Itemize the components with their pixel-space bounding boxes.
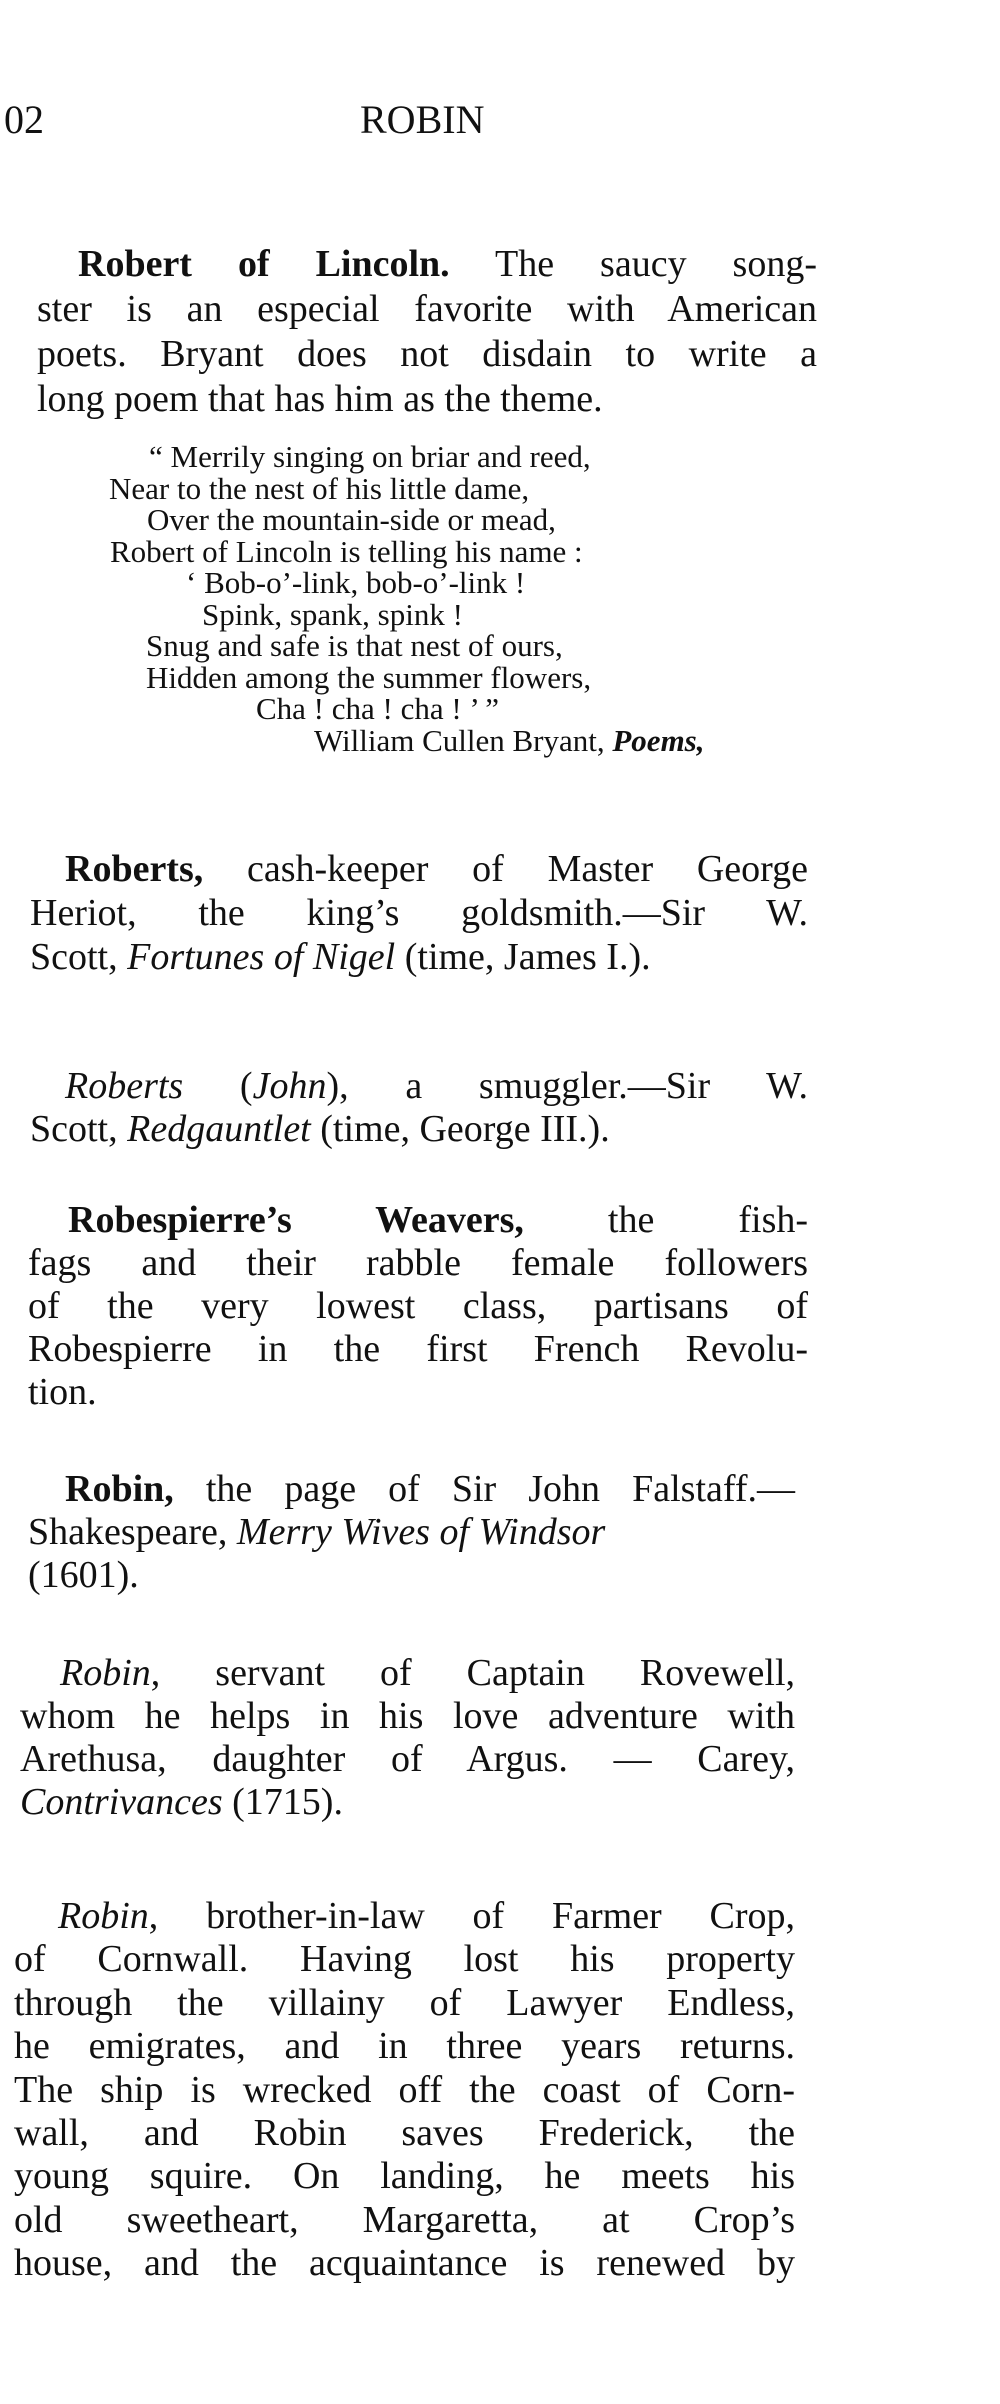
attribution-work: Poems,: [612, 722, 705, 758]
text-segment: Heriot, the king’s goldsmith.—Sir W.: [30, 892, 808, 934]
entry-text-line: [14, 2024, 795, 2068]
italic-text: Robin: [58, 1895, 149, 1937]
entry-headword-line: [68, 1198, 808, 1242]
text-segment: house, and the acquaintance is renewed by: [14, 2242, 795, 2285]
poem-line: Robert of Lincoln is telling his name :: [110, 533, 583, 569]
attribution-author: William Cullen Bryant,: [314, 722, 613, 758]
italic-text: Redgauntlet: [127, 1108, 311, 1150]
text-segment: The ship is wrecked off the coast of Corn-: [14, 2068, 795, 2111]
text-segment: the page of Sir John Falstaff.—: [173, 1468, 795, 1510]
entry-text-line: [28, 1241, 808, 1285]
text-segment: Arethusa, daughter of Argus. — Carey,: [20, 1738, 795, 1780]
italic-text: Roberts: [65, 1065, 184, 1107]
poem-line: Near to the nest of his little dame,: [109, 470, 530, 506]
entry-text-line: [14, 2111, 795, 2155]
italic-text: Robin: [60, 1652, 151, 1694]
entry-headword-line: [65, 847, 808, 891]
entry-text-line: [14, 2198, 795, 2242]
entry-headword-line: [58, 1894, 795, 1938]
italic-text: John: [252, 1065, 327, 1107]
text-segment: (1601).: [28, 1554, 139, 1596]
entry-text-line: [14, 2068, 795, 2112]
text-segment: (time, George III.).: [310, 1108, 610, 1150]
text-segment: cash-keeper of Master George: [203, 848, 808, 890]
headword: Roberts,: [65, 848, 204, 890]
entry-text-line: [30, 935, 651, 979]
poem-line: ‘ Bob-o’-link, bob-o’-link !: [186, 565, 526, 600]
entry-text-line: [14, 1937, 795, 1981]
text-segment: , brother-in-law of Farmer Crop,: [148, 1895, 795, 1937]
text-segment: (: [183, 1065, 253, 1107]
text-segment: wall, and Robin saves Frederick, the: [14, 2112, 795, 2154]
entry-text-line: [14, 1981, 795, 2025]
text-segment: Scott,: [30, 936, 128, 978]
page-number: 02: [4, 97, 44, 142]
text-segment: The saucy song-: [449, 243, 817, 285]
headword: Robin,: [65, 1468, 174, 1510]
entry-headword-line: [65, 1467, 795, 1511]
entry-text-line: [30, 891, 808, 935]
entry-text-line: [28, 1284, 808, 1328]
text-segment: the fish-: [523, 1199, 809, 1241]
poem-line: Hidden among the summer flowers,: [146, 659, 592, 695]
text-segment: through the villainy of Lawyer Endless,: [14, 1981, 795, 2024]
entry-headword-line: [78, 242, 817, 286]
poem-line: Over the mountain-side or mead,: [147, 502, 556, 537]
text-segment: (time, James I.).: [395, 936, 651, 978]
poem-line: Cha ! cha ! cha ! ’ ”: [256, 691, 499, 726]
italic-text: Contrivances: [20, 1781, 223, 1823]
entry-text-line: [20, 1780, 343, 1824]
entry-text-line: [20, 1694, 795, 1738]
italic-text: Merry Wives of Windsor: [236, 1511, 606, 1553]
text-segment: long poem that has him as the theme.: [37, 378, 603, 420]
entry-headword-line: [60, 1651, 795, 1695]
italic-text: Fortunes of Nigel: [127, 936, 396, 978]
entry-text-line: [28, 1510, 605, 1554]
poem-line: Snug and safe is that nest of ours,: [146, 628, 563, 663]
text-segment: fags and their rabble female followers: [28, 1242, 808, 1284]
entry-text-line: [28, 1327, 808, 1371]
headword: Robert of Lincoln.: [78, 243, 450, 285]
text-segment: he emigrates, and in three years returns.: [14, 2025, 795, 2068]
entry-text-line: [20, 1737, 795, 1781]
poem-attribution: [314, 724, 705, 758]
text-segment: , servant of Captain Rovewell,: [150, 1652, 795, 1694]
entry-text-line: [30, 1107, 610, 1151]
text-segment: tion.: [28, 1371, 97, 1413]
headword: Robespierre’s Weavers,: [68, 1199, 524, 1241]
entry-text-line: [28, 1370, 97, 1414]
text-segment: Scott,: [30, 1108, 128, 1150]
running-head: ROBIN: [360, 97, 485, 142]
text-segment: old sweetheart, Margaretta, at Crop’s: [14, 2198, 795, 2241]
poem-line: Spink, spank, spink !: [202, 596, 463, 632]
text-segment: young squire. On landing, he meets his: [14, 2155, 795, 2198]
entry-text-line: [28, 1553, 139, 1597]
text-segment: Robespierre in the first French Revolu-: [28, 1328, 808, 1370]
text-segment: (1715).: [222, 1781, 343, 1823]
text-segment: whom he helps in his love adventure with: [20, 1695, 795, 1737]
entry-text-line: [37, 287, 817, 331]
text-segment: of Cornwall. Having lost his property: [14, 1938, 795, 1981]
poem-line: “ Merrily singing on briar and reed,: [149, 439, 591, 474]
entry-text-line: [37, 377, 603, 421]
entry-text-line: [14, 2154, 795, 2198]
text-segment: Shakespeare,: [28, 1511, 237, 1553]
text-segment: ster is an especial favorite with American: [37, 288, 817, 330]
entry-headword-line: [65, 1064, 808, 1108]
text-segment: poets. Bryant does not disdain to write a: [37, 333, 817, 375]
entry-text-line: [37, 332, 817, 376]
text-segment: of the very lowest class, partisans of: [28, 1285, 808, 1327]
text-segment: ), a smuggler.—Sir W.: [326, 1065, 808, 1107]
entry-text-line: [14, 2241, 795, 2285]
